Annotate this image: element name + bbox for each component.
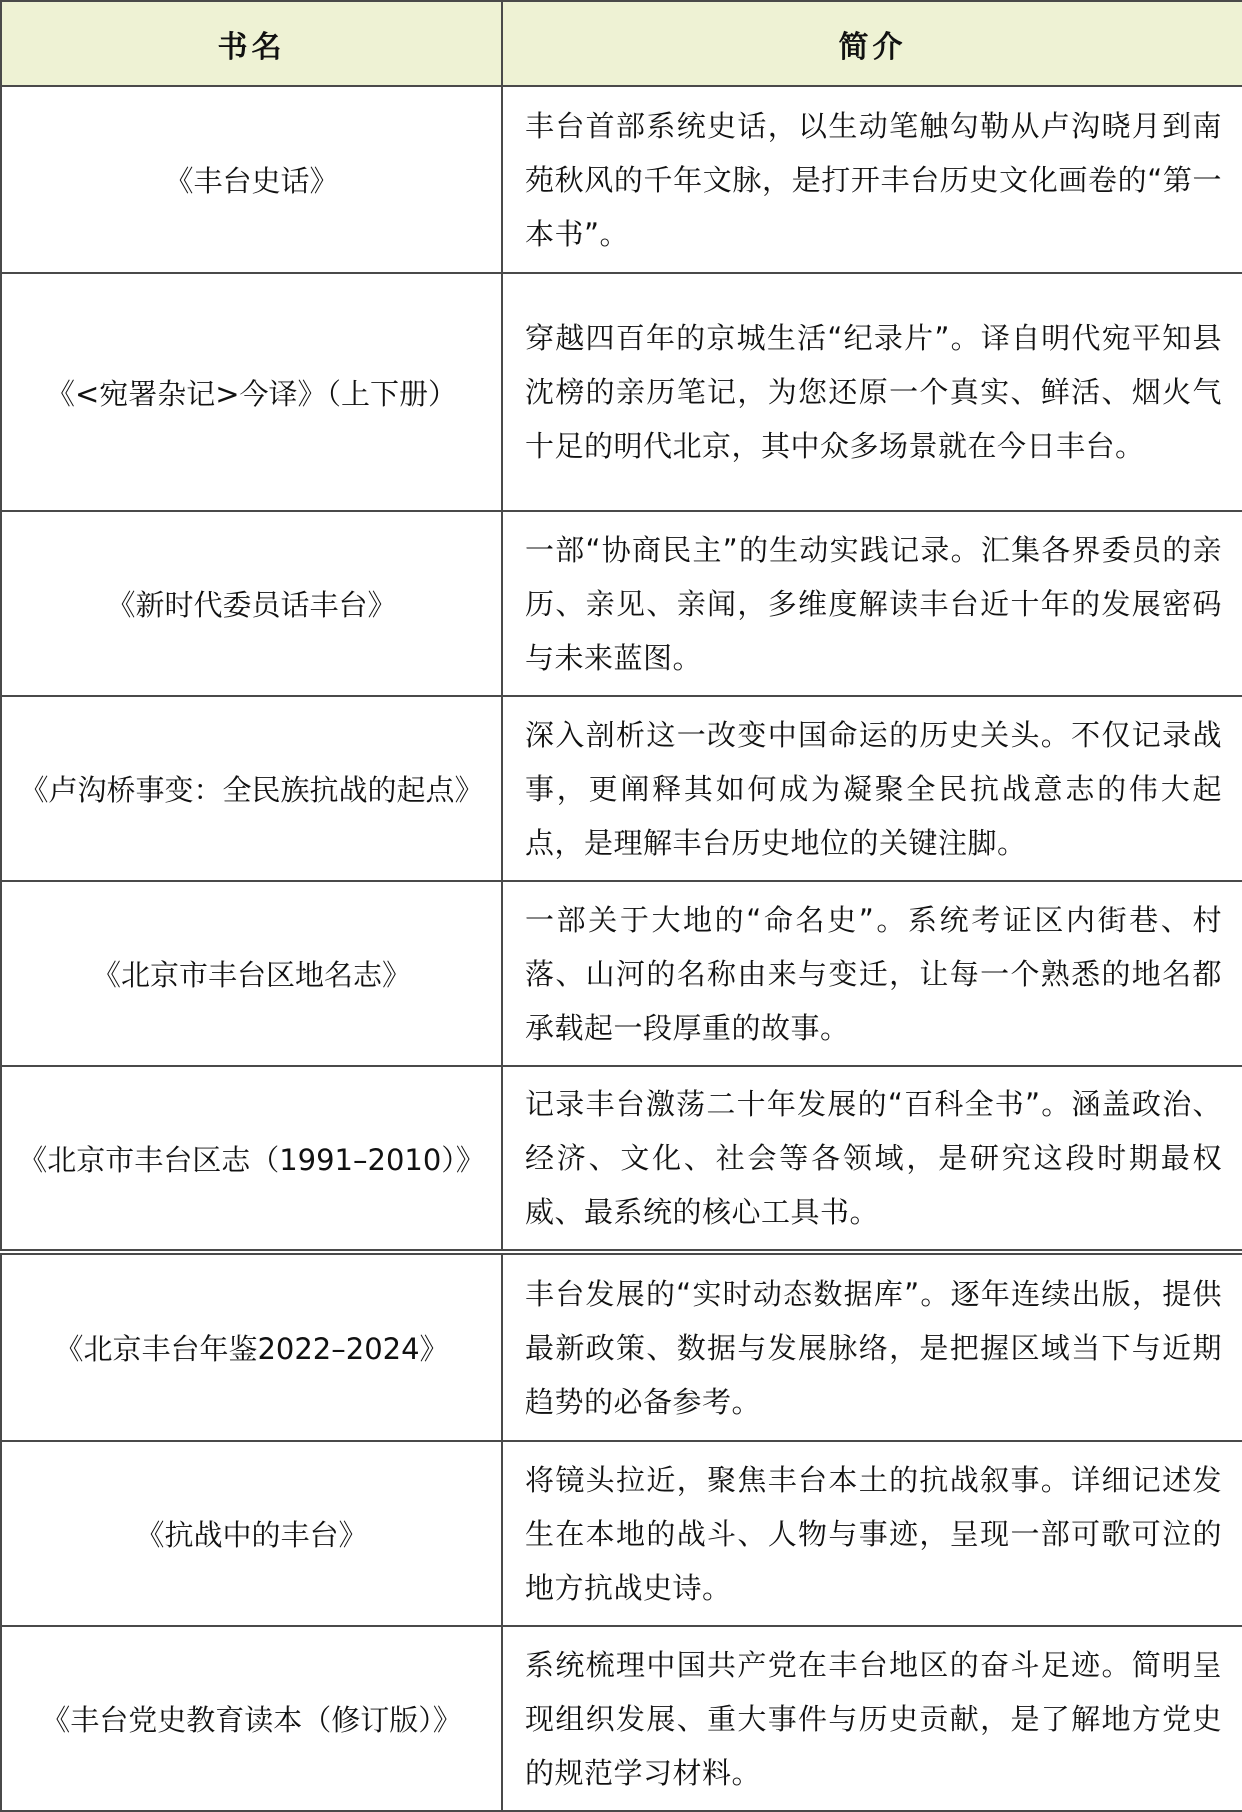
book-description: 记录丰台激荡二十年发展的“百科全书”。涵盖政治、经济、文化、社会等各领域，是研究这段时期最权威、最系统的核心工具书。: [502, 1066, 1242, 1252]
table-body: [1, 86, 1242, 1811]
book-description: 丰台发展的“实时动态数据库”。逐年连续出版，提供最新政策、数据与发展脉络，是把握区域当下与近期趋势的必备参考。: [502, 1252, 1242, 1441]
header-description: 简介: [502, 1, 1242, 86]
table-row: [1, 696, 1242, 881]
table-row: [1, 1066, 1242, 1252]
book-title: 《新时代委员话丰台》: [1, 511, 502, 696]
book-description: 深入剖析这一改变中国命运的历史关头。不仅记录战事，更阐释其如何成为凝聚全民抗战意志的伟大起点，是理解丰台历史地位的关键注脚。: [502, 696, 1242, 881]
book-title: 《北京丰台年鉴2022–2024》: [1, 1252, 502, 1441]
header-book-title: 书名: [1, 1, 502, 86]
book-title: 《卢沟桥事变：全民族抗战的起点》: [1, 696, 502, 881]
book-description: 穿越四百年的京城生活“纪录片”。译自明代宛平知县沈榜的亲历笔记，为您还原一个真实、鲜活、烟火气十足的明代北京，其中众多场景就在今日丰台。: [502, 273, 1242, 511]
book-title: 《北京市丰台区地名志》: [1, 881, 502, 1066]
table-row: [1, 511, 1242, 696]
book-description: 一部关于大地的“命名史”。系统考证区内街巷、村落、山河的名称由来与变迁，让每一个熟悉的地名都承载起一段厚重的故事。: [502, 881, 1242, 1066]
book-title: 《<宛署杂记>今译》（上下册）: [1, 273, 502, 511]
book-title: 《丰台党史教育读本（修订版）》: [1, 1626, 502, 1811]
table-header: [1, 1, 1242, 86]
book-title: 《丰台史话》: [1, 86, 502, 273]
table-row: [1, 273, 1242, 511]
book-description: 一部“协商民主”的生动实践记录。汇集各界委员的亲历、亲见、亲闻，多维度解读丰台近十年的发展密码与未来蓝图。: [502, 511, 1242, 696]
book-title: 《抗战中的丰台》: [1, 1441, 502, 1626]
book-description: 将镜头拉近，聚焦丰台本土的抗战叙事。详细记述发生在本地的战斗、人物与事迹，呈现一部可歌可泣的地方抗战史诗。: [502, 1441, 1242, 1626]
book-description: 系统梳理中国共产党在丰台地区的奋斗足迹。简明呈现组织发展、重大事件与历史贡献，是了解地方党史的规范学习材料。: [502, 1626, 1242, 1811]
table-row: [1, 1626, 1242, 1811]
table-row: [1, 881, 1242, 1066]
table-row: [1, 1252, 1242, 1441]
book-description: 丰台首部系统史话，以生动笔触勾勒从卢沟晓月到南苑秋风的千年文脉，是打开丰台历史文化画卷的“第一本书”。: [502, 86, 1242, 273]
book-title: 《北京市丰台区志（1991–2010）》: [1, 1066, 502, 1252]
header-row: [1, 1, 1242, 86]
table-row: [1, 1441, 1242, 1626]
table-row: [1, 86, 1242, 273]
